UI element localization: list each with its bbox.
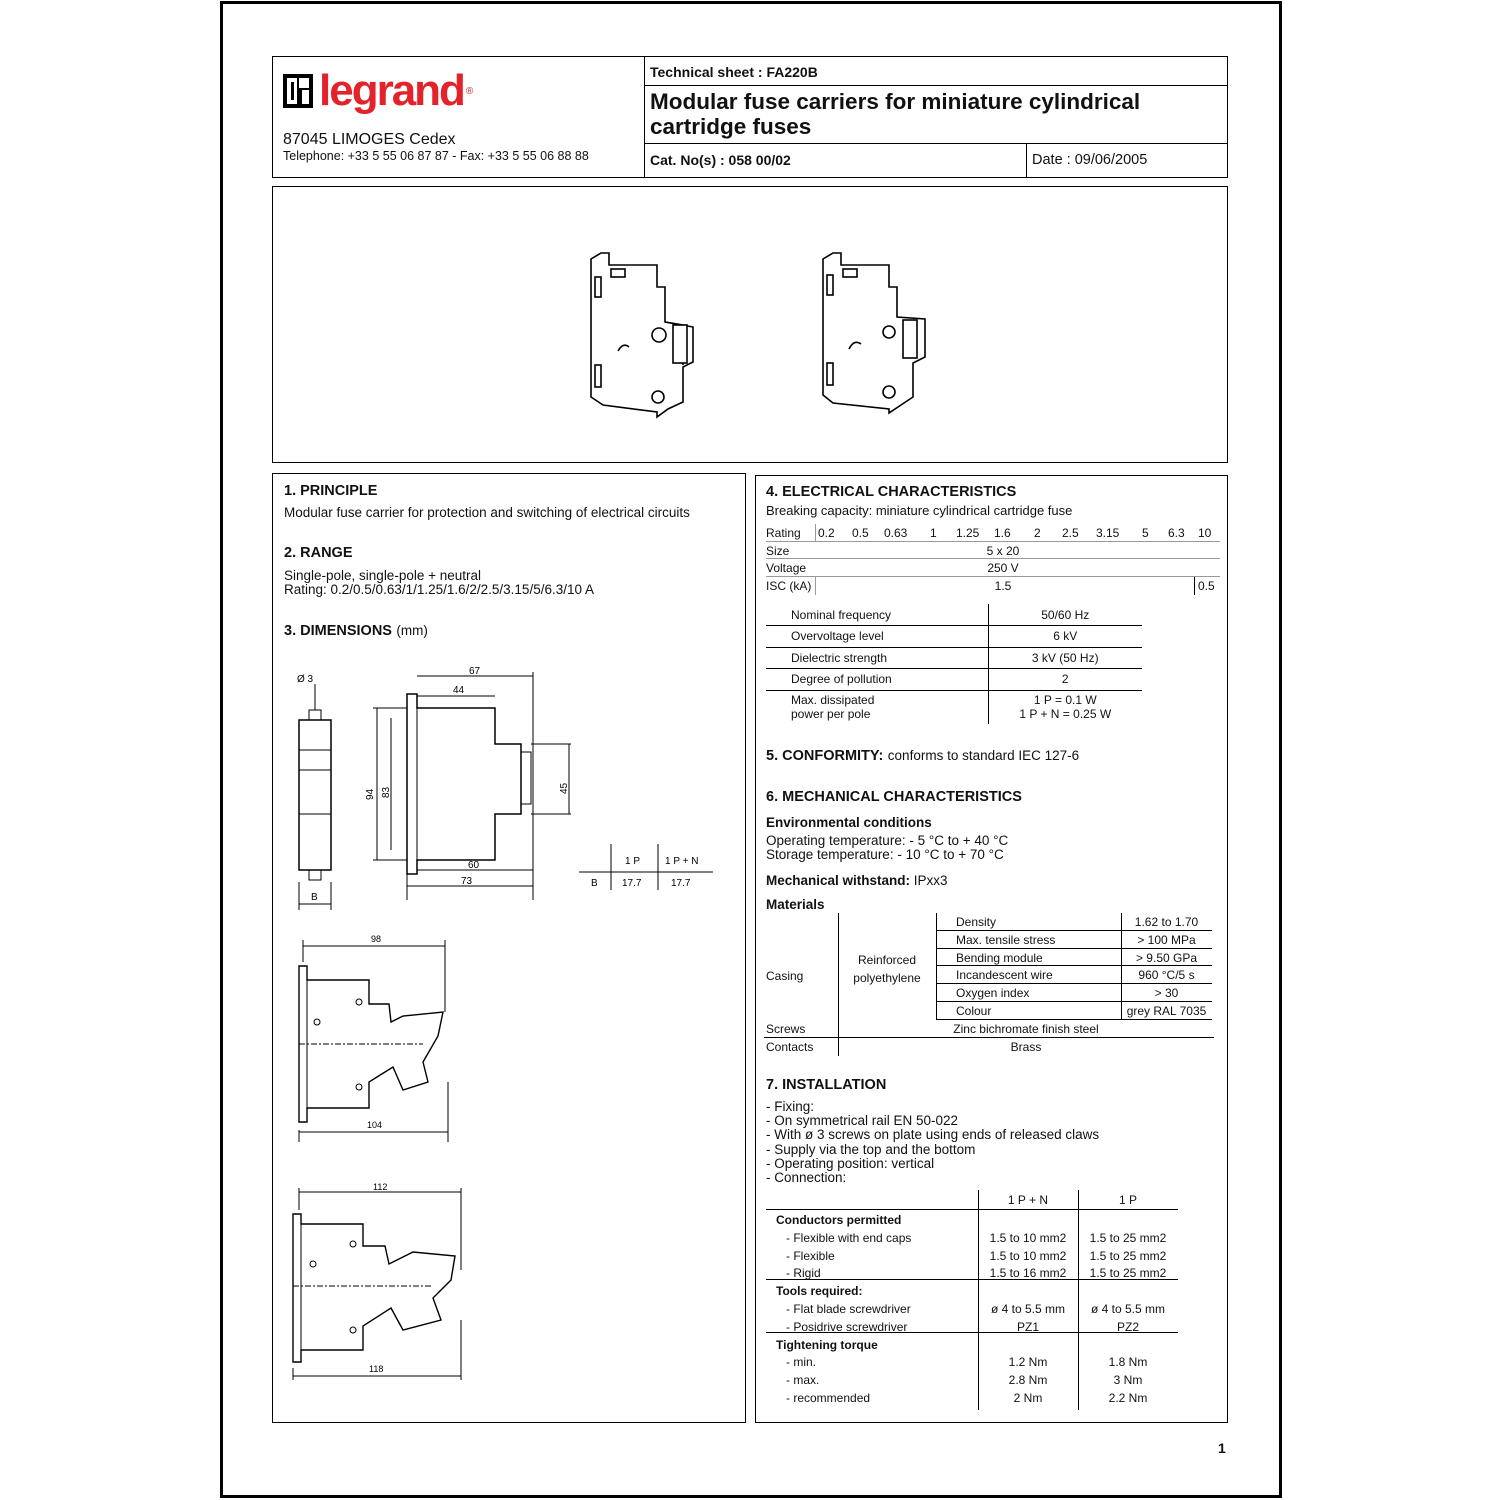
rating-value: 2 xyxy=(1034,526,1041,540)
cat-number: Cat. No(s) : 058 00/02 xyxy=(645,144,1027,177)
conformity-line xyxy=(766,747,1079,765)
dimensions-title: 3. DIMENSIONS xyxy=(284,623,392,639)
prop-label: Overvoltage level xyxy=(766,626,988,648)
dim-label-112: 112 xyxy=(373,1182,388,1192)
env-conditions-title: Environmental conditions xyxy=(766,815,932,830)
isc-last-value: 0.5 xyxy=(1198,579,1215,593)
property-value: > 100 MPa xyxy=(1137,932,1196,947)
col-header-1p: 1 P xyxy=(1118,1193,1137,1207)
screws-value: Zinc bichromate finish steel xyxy=(953,1022,1099,1036)
prop-label: Nominal frequency xyxy=(766,604,988,626)
rating-value: 10 xyxy=(1198,526,1212,540)
voltage-label: Voltage xyxy=(766,561,807,575)
property-name: Density xyxy=(956,915,997,929)
value-1p: 1.8 Nm xyxy=(1108,1355,1148,1370)
rating-value: 5 xyxy=(1142,526,1149,540)
prop-value: 3 kV (50 Hz) xyxy=(988,647,1142,669)
product-image-box xyxy=(272,186,1228,463)
dim-label-67: 67 xyxy=(469,666,481,677)
contact-line: Telephone: +33 5 55 06 87 87 - Fax: +33 5 55 06 88 88 xyxy=(283,149,589,163)
row-label: - Rigid xyxy=(786,1266,821,1281)
fuse-carrier-1pn-drawing xyxy=(823,253,925,413)
isc-main-value: 1.5 xyxy=(994,579,1012,593)
table-row xyxy=(766,1281,1178,1299)
value-1pn: 2 Nm xyxy=(1013,1391,1043,1405)
mechanical-title: 6. MECHANICAL CHARACTERISTICS xyxy=(766,789,1022,805)
rating-value: 2.5 xyxy=(1062,526,1079,540)
prop-value: 50/60 Hz xyxy=(988,604,1142,626)
power-value-2: 1 P + N = 0.25 W xyxy=(1019,707,1112,722)
table-row xyxy=(766,1335,1178,1353)
btable-header-1pn: 1 P + N xyxy=(665,856,699,867)
installation-title: 7. INSTALLATION xyxy=(766,1077,887,1093)
tech-sheet-id: Technical sheet : FA220B xyxy=(645,57,1227,86)
dim-label-94: 94 xyxy=(365,788,376,800)
dim-label-45: 45 xyxy=(559,782,570,794)
property-name: Oxygen index xyxy=(956,986,1030,1001)
list-item: - With ø 3 screws on plate using ends of released claws xyxy=(766,1127,1100,1143)
row-label: - max. xyxy=(786,1373,820,1388)
btable-row-label: B xyxy=(591,878,598,889)
left-column xyxy=(272,473,746,1423)
table-row xyxy=(766,604,1142,626)
prop-label: Dielectric strength xyxy=(766,647,988,669)
prop-label: Degree of pollution xyxy=(766,669,988,691)
screws-label: Screws xyxy=(766,1022,806,1036)
table-row xyxy=(766,1210,1178,1228)
fuse-carrier-1p-drawing xyxy=(591,253,693,417)
value-1p: PZ2 xyxy=(1116,1319,1139,1334)
property-row xyxy=(936,913,1212,931)
prop-value: 2 xyxy=(988,669,1142,691)
table-row xyxy=(766,1299,1178,1317)
storage-temperature: Storage temperature: - 10 °C to + 70 °C xyxy=(766,847,1004,862)
property-row xyxy=(936,966,1212,984)
col-header-1pn: 1 P + N xyxy=(1007,1193,1049,1207)
dim-label-60: 60 xyxy=(468,860,480,871)
power-label-2: power per pole xyxy=(791,707,871,722)
table-row xyxy=(766,1228,1178,1246)
casing-material-2: polyethylene xyxy=(853,971,921,985)
materials-table xyxy=(764,913,1214,1057)
table-row xyxy=(766,669,1142,691)
principle-title: 1. PRINCIPLE xyxy=(284,483,378,499)
dim-label-104: 104 xyxy=(367,1120,383,1130)
row-label: - Flat blade screwdriver xyxy=(786,1302,911,1316)
property-name: Bending module xyxy=(956,950,1043,965)
installation-list xyxy=(766,1100,1099,1185)
rating-value: 0.5 xyxy=(852,526,869,540)
table-row xyxy=(766,1370,1178,1388)
rating-value: 1.25 xyxy=(956,526,980,540)
value-1pn: 2.8 Nm xyxy=(1008,1373,1048,1388)
dim-label-98: 98 xyxy=(371,934,382,944)
table-row xyxy=(766,690,1142,724)
property-row xyxy=(936,1002,1212,1020)
btable-header-1p: 1 P xyxy=(625,856,641,867)
rating-values xyxy=(818,526,1220,542)
dimension-drawing xyxy=(273,664,743,914)
conformity-text: conforms to standard IEC 127-6 xyxy=(887,748,1080,763)
value-1pn: ø 4 to 5.5 mm xyxy=(990,1302,1066,1316)
casing-material-1: Reinforced xyxy=(857,953,917,967)
rating-value: 3.15 xyxy=(1096,526,1120,540)
value-1p: 2.2 Nm xyxy=(1108,1391,1148,1405)
withstand-value: IPxx3 xyxy=(913,873,948,888)
dim-label-d3: Ø 3 xyxy=(297,674,314,685)
voltage-value: 250 V xyxy=(987,561,1019,575)
contacts-label: Contacts xyxy=(766,1040,814,1054)
list-item: - Supply via the top and the bottom xyxy=(766,1141,976,1157)
screws-row xyxy=(764,1020,1214,1038)
dimensions-unit: (mm) xyxy=(396,623,428,638)
property-value: grey RAL 7035 xyxy=(1126,1004,1207,1018)
breaking-capacity: Breaking capacity: miniature cylindrical cartridge fuse xyxy=(766,503,1073,518)
dim-label-44: 44 xyxy=(453,685,465,696)
table-row xyxy=(766,1388,1178,1406)
row-label: Tightening torque xyxy=(776,1337,878,1352)
value-1pn: 1.2 Nm xyxy=(1008,1355,1048,1370)
range-line-1: Single-pole, single-pole + neutral xyxy=(284,568,482,583)
list-item: - Fixing: xyxy=(766,1099,815,1114)
row-label: - Posidrive screwdriver xyxy=(786,1319,908,1334)
open-drawing-2 xyxy=(273,1180,473,1390)
property-row xyxy=(936,949,1212,967)
btable-value-1pn: 17.7 xyxy=(671,878,691,889)
rating-value: 0.63 xyxy=(884,526,908,540)
value-1p: ø 4 to 5.5 mm xyxy=(1090,1302,1166,1316)
contacts-value: Brass xyxy=(1010,1040,1042,1054)
row-label: Conductors permitted xyxy=(776,1213,902,1227)
size-label: Size xyxy=(766,544,790,558)
rating-label: Rating xyxy=(766,526,801,540)
prop-value xyxy=(988,690,1142,724)
sheet-date: Date : 09/06/2005 xyxy=(1032,152,1148,168)
property-row xyxy=(936,931,1212,949)
electrical-properties-table xyxy=(766,604,1142,724)
power-label-1: Max. dissipated xyxy=(791,693,875,708)
table-row xyxy=(766,1246,1178,1264)
withstand-label: Mechanical withstand: xyxy=(766,873,911,888)
rating-value: 1.6 xyxy=(994,526,1011,540)
property-row xyxy=(936,984,1212,1002)
range-title: 2. RANGE xyxy=(284,545,353,561)
dimensions-heading xyxy=(284,622,428,640)
legrand-mark-icon xyxy=(283,74,313,108)
table-row xyxy=(766,1263,1178,1281)
address: 87045 LIMOGES Cedex xyxy=(283,131,456,148)
value-1p: 1.5 to 25 mm2 xyxy=(1089,1230,1167,1245)
property-value: 960 °C/5 s xyxy=(1138,968,1195,983)
isc-row xyxy=(766,577,1220,595)
voltage-row xyxy=(766,559,1220,577)
sheet-title: Modular fuse carriers for miniature cylindrical cartridge fuses xyxy=(645,86,1227,144)
brand-logo xyxy=(283,66,474,115)
value-1p: 3 Nm xyxy=(1113,1373,1143,1388)
property-value: > 9.50 GPa xyxy=(1135,950,1198,965)
prop-label xyxy=(766,690,988,724)
row-label: Tools required: xyxy=(776,1284,863,1299)
open-drawing-1 xyxy=(273,932,473,1142)
row-label: - recommended xyxy=(786,1391,871,1405)
size-row xyxy=(766,542,1220,559)
mechanical-withstand xyxy=(766,873,948,888)
header-block xyxy=(272,56,1228,178)
list-item: - Operating position: vertical xyxy=(766,1155,935,1171)
contacts-row xyxy=(764,1038,1214,1056)
value-1pn: 1.5 to 10 mm2 xyxy=(989,1248,1067,1263)
value-1pn: 1.5 to 16 mm2 xyxy=(989,1266,1067,1281)
product-drawings xyxy=(273,187,1229,464)
casing-label: Casing xyxy=(766,969,804,983)
dim-label-73: 73 xyxy=(461,876,473,887)
value-1p: 1.5 to 25 mm2 xyxy=(1089,1248,1167,1263)
connection-table xyxy=(766,1190,1178,1412)
value-1pn: 1.5 to 10 mm2 xyxy=(989,1230,1067,1245)
conformity-title: 5. CONFORMITY: xyxy=(766,748,884,764)
property-name: Max. tensile stress xyxy=(956,932,1056,947)
property-value: > 30 xyxy=(1154,986,1179,1001)
sheet-info xyxy=(645,57,1227,177)
right-column xyxy=(755,475,1228,1423)
property-name: Colour xyxy=(956,1004,992,1018)
table-row xyxy=(766,626,1142,648)
row-label: - Flexible xyxy=(786,1248,835,1263)
brand-name: legrand xyxy=(319,66,464,115)
materials-title: Materials xyxy=(766,897,825,912)
value-1pn: PZ1 xyxy=(1016,1319,1039,1334)
rating-value: 1 xyxy=(930,526,937,540)
list-item: - On symmetrical rail EN 50-022 xyxy=(766,1113,959,1129)
table-row xyxy=(766,647,1142,669)
dim-label-b: B xyxy=(311,892,318,903)
btable-value-1p: 17.7 xyxy=(622,878,642,889)
row-label: - Flexible with end caps xyxy=(786,1230,912,1245)
size-value: 5 x 20 xyxy=(986,544,1020,558)
list-item: - Connection: xyxy=(766,1170,847,1186)
property-value: 1.62 to 1.70 xyxy=(1134,915,1199,929)
rating-value: 0.2 xyxy=(818,526,835,540)
registered-mark: ® xyxy=(465,85,474,97)
isc-label: ISC (kA) xyxy=(766,579,812,593)
value-1p: 1.5 to 25 mm2 xyxy=(1089,1266,1167,1281)
page-number: 1 xyxy=(1218,1440,1226,1456)
table-row xyxy=(766,1317,1178,1335)
row-label: - min. xyxy=(786,1355,816,1370)
casing-material xyxy=(838,951,936,987)
electrical-title: 4. ELECTRICAL CHARACTERISTICS xyxy=(766,484,1017,500)
table-row xyxy=(766,1352,1178,1370)
principle-text: Modular fuse carrier for protection and switching of electrical circuits xyxy=(284,505,690,520)
rating-row xyxy=(766,524,1220,542)
prop-value: 6 kV xyxy=(988,626,1142,648)
dim-label-83: 83 xyxy=(381,786,392,798)
range-line-2: Rating: 0.2/0.5/0.63/1/1.25/1.6/2/2.5/3.15/5/6.3/10 A xyxy=(284,582,594,597)
rating-value: 6.3 xyxy=(1168,526,1185,540)
dim-label-118: 118 xyxy=(369,1364,384,1374)
brand-block xyxy=(273,57,645,177)
operating-temperature: Operating temperature: - 5 °C to + 40 °C xyxy=(766,833,1009,848)
power-value-1: 1 P = 0.1 W xyxy=(1033,693,1097,708)
property-name: Incandescent wire xyxy=(956,968,1053,983)
